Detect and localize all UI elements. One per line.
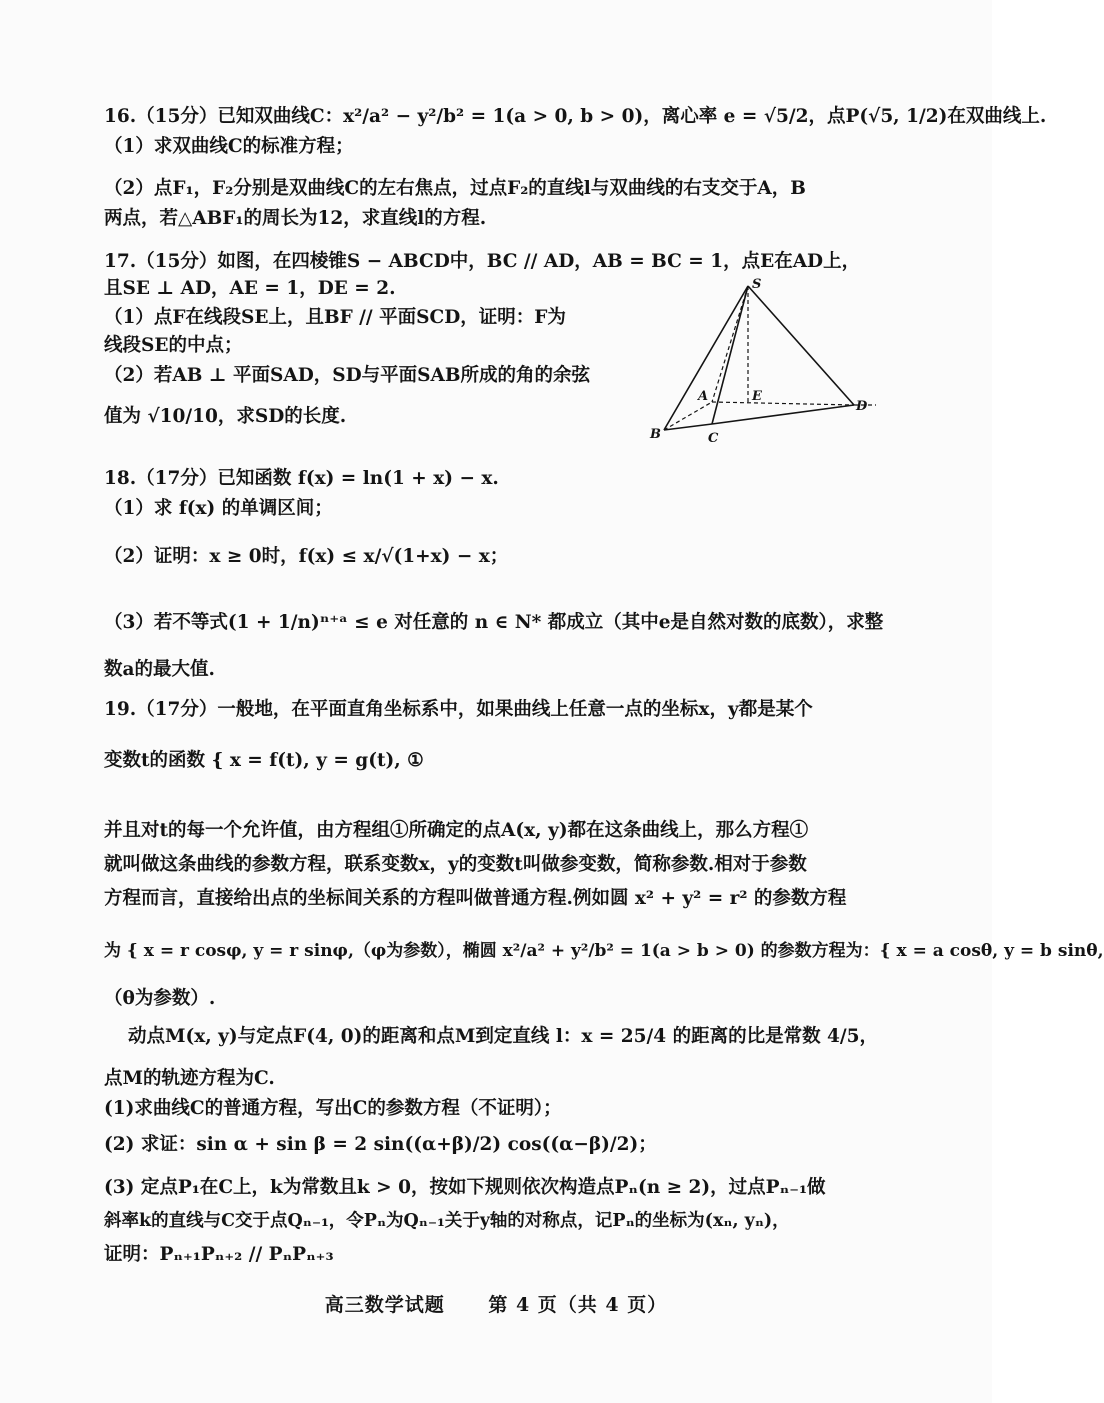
- page-footer: [0, 1290, 992, 1317]
- q18-line-4: （3）若不等式(1 + 1/n)ⁿ⁺ᵃ ≤ e 对任意的 n ∈ N* 都成立（其中e是自然对数的底数），求整: [104, 612, 884, 633]
- q19-line-14: 证明：Pₙ₊₁Pₙ₊₂ // PₙPₙ₊₃: [104, 1244, 334, 1265]
- label-S: S: [752, 277, 762, 292]
- q19-line-9: 点M的轨迹方程为C.: [104, 1068, 275, 1089]
- q19-line-13: 斜率k的直线与C交于点Qₙ₋₁，令Pₙ为Qₙ₋₁关于y轴的对称点，记Pₙ的坐标为(xₙ, yₙ)，: [104, 1211, 790, 1231]
- edge-SB: [664, 286, 748, 430]
- edge-SC: [712, 286, 748, 424]
- footer-page-number: 第 4 页（共 4 页）: [488, 1294, 668, 1316]
- edge-CD: [712, 405, 854, 424]
- edge-BC: [664, 424, 712, 430]
- q18-line-2: （1）求 f(x) 的单调区间；: [104, 498, 333, 519]
- q17-line-6: 值为 √10/10，求SD的长度.: [104, 406, 347, 427]
- label-D: D: [856, 399, 868, 414]
- q16-line-3: （2）点F₁，F₂分别是双曲线C的左右焦点，过点F₂的直线l与双曲线的右支交于A，B: [104, 178, 806, 199]
- q19-line-11: (2) 求证：sin α + sin β = 2 sin((α+β)/2) cos((α−β)/2)；: [104, 1134, 657, 1155]
- q17-line-4: 线段SE的中点；: [104, 335, 243, 356]
- edge-SD: [748, 286, 854, 405]
- q19-line-7: （θ为参数）.: [104, 988, 216, 1009]
- q18-line-5: 数a的最大值.: [104, 659, 215, 680]
- q17-line-2: 且SE ⊥ AD，AE = 1，DE = 2.: [104, 278, 396, 299]
- hidden-edges: [664, 286, 876, 430]
- edge-AD: [712, 402, 854, 405]
- q18-line-1: 18.（17分）已知函数 f(x) = ln(1 + x) − x.: [104, 468, 499, 489]
- q19-line-10: (1)求曲线C的普通方程，写出C的参数方程（不证明）；: [104, 1098, 562, 1119]
- q17-line-3: （1）点F在线段SE上，且BF // 平面SCD，证明：F为: [104, 307, 566, 328]
- q19-line-5: 方程而言，直接给出点的坐标间关系的方程叫做普通方程.例如圆 x² + y² = r² 的参数方程: [104, 888, 847, 909]
- q19-line-2: 变数t的函数 { x = f(t), y = g(t), ①: [104, 750, 424, 771]
- label-C: C: [708, 431, 719, 446]
- pyramid-figure: [644, 272, 884, 447]
- edge-SA: [712, 286, 748, 402]
- q18-line-3: （2）证明：x ≥ 0时，f(x) ≤ x/√(1+x) − x；: [104, 546, 509, 567]
- q17-line-5: （2）若AB ⊥ 平面SAD，SD与平面SAB所成的角的余弦: [104, 365, 591, 386]
- q19-line-8: 动点M(x, y)与定点F(4, 0)的距离和点M到定直线 l：x = 25/4 的距离的比是常数 4/5，: [128, 1026, 879, 1047]
- pyramid-edges: [664, 286, 854, 430]
- q16-line-4: 两点，若△ABF₁的周长为12，求直线l的方程.: [104, 208, 487, 229]
- footer-title: 高三数学试题: [324, 1294, 445, 1316]
- label-E: E: [752, 389, 762, 404]
- q16-line-2: （1）求双曲线C的标准方程；: [104, 136, 354, 157]
- q19-line-4: 就叫做这条曲线的参数方程，联系变数x，y的变数t叫做参变数，简称参数.相对于参数: [104, 854, 807, 875]
- edge-BA: [664, 402, 712, 430]
- label-B: B: [650, 427, 661, 442]
- label-A: A: [698, 389, 709, 404]
- q19-line-12: (3) 定点P₁在C上，k为常数且k > 0，按如下规则依次构造点Pₙ(n ≥ 2)，过点Pₙ₋₁做: [104, 1177, 826, 1198]
- q19-line-1: 19.（17分）一般地，在平面直角坐标系中，如果曲线上任意一点的坐标x，y都是某个: [104, 699, 813, 720]
- q17-line-1: 17.（15分）如图，在四棱锥S − ABCD中，BC // AD，AB = BC = 1，点E在AD上，: [104, 251, 861, 272]
- q19-line-3: 并且对t的每一个允许值，由方程组①所确定的点A(x, y)都在这条曲线上，那么方程①: [104, 820, 809, 841]
- q19-line-6: 为 { x = r cosφ, y = r sinφ,（φ为参数），椭圆 x²/a² + y²/b² = 1(a > b > 0) 的参数方程为：{ x = a cosθ, y = b sinθ,: [104, 941, 1104, 961]
- q16-line-1: 16.（15分）已知双曲线C：x²/a² − y²/b² = 1(a > 0, b > 0)，离心率 e = √5/2，点P(√5, 1/2)在双曲线上.: [104, 106, 1047, 127]
